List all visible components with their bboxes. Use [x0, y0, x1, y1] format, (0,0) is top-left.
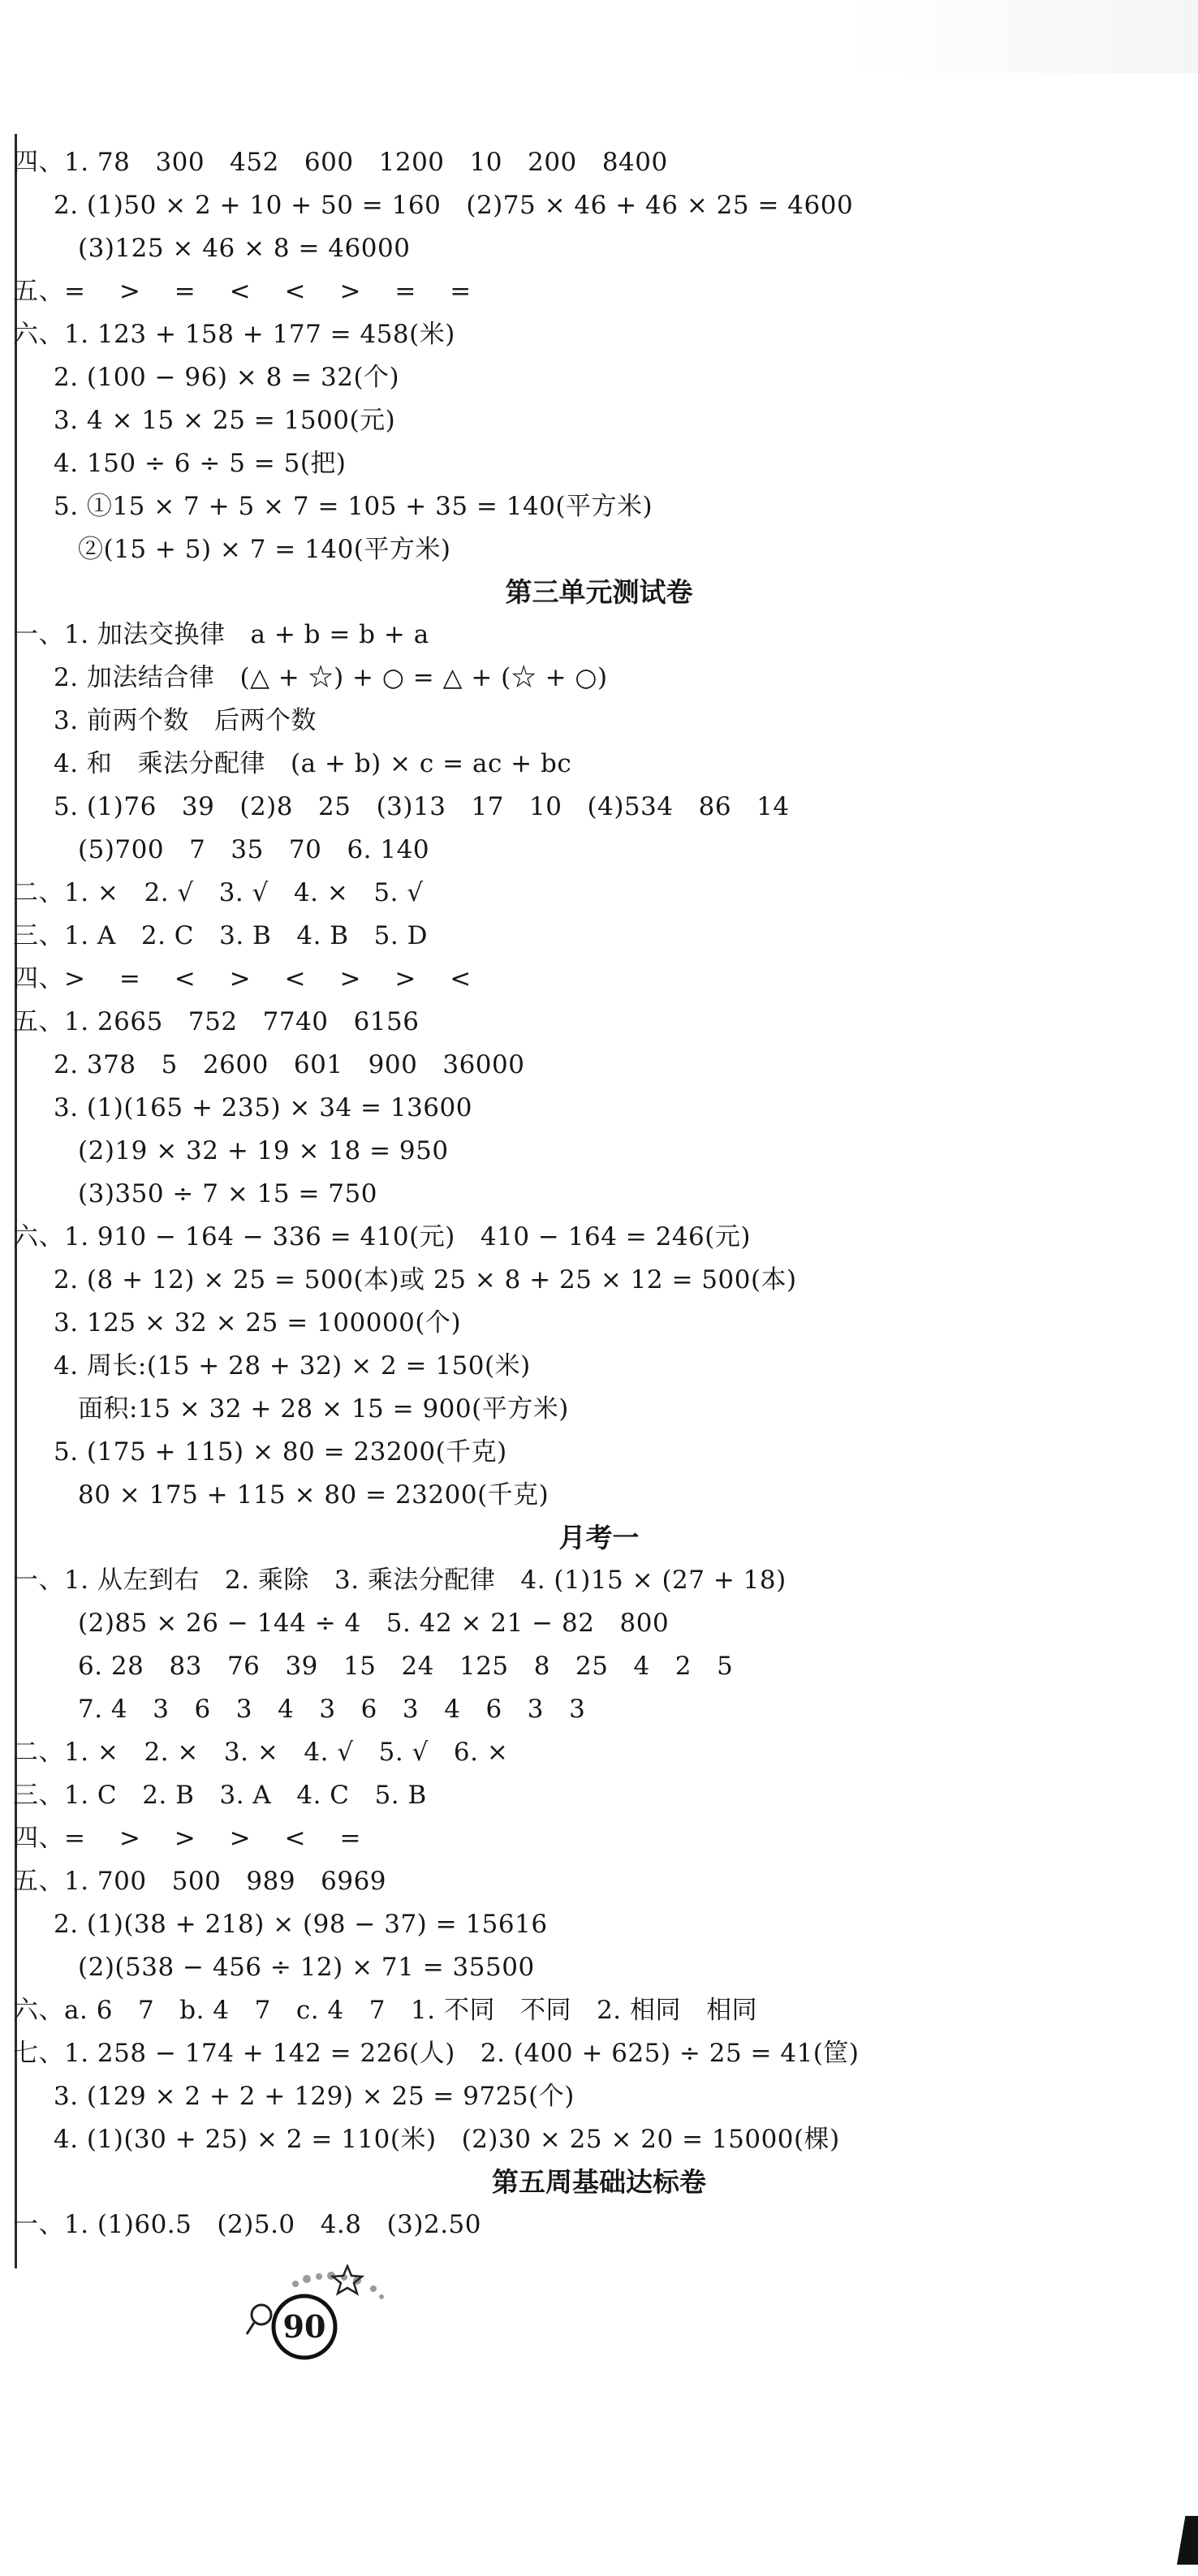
answer-line: 四、1. 78 300 452 600 1200 10 200 8400 — [13, 148, 668, 177]
answer-line: (3)350 ÷ 7 × 15 = 750 — [78, 1179, 377, 1208]
answer-line: 3. 4 × 15 × 25 = 1500(元) — [54, 406, 396, 435]
answer-line: 3. (1)(165 + 235) × 34 = 13600 — [54, 1093, 472, 1122]
answer-line: 4. 150 ÷ 6 ÷ 5 = 5(把) — [54, 449, 347, 478]
answer-line: 五、1. 700 500 989 6969 — [13, 1867, 387, 1896]
answer-line: 2. 加法结合律 (△ + ☆) + ○ = △ + (☆ + ○) — [54, 663, 608, 692]
answer-line: (5)700 7 35 70 6. 140 — [78, 835, 430, 864]
answer-line: 七、1. 258 − 174 + 142 = 226(人) 2. (400 + 625) ÷ 25 = 41(筐) — [13, 2039, 860, 2068]
answer-line: 六、a. 6 7 b. 4 7 c. 4 7 1. 不同 不同 2. 相同 相同 — [13, 1996, 758, 2025]
answer-line: 2. (1)50 × 2 + 10 + 50 = 160 (2)75 × 46 + 46 × 25 = 4600 — [54, 191, 854, 220]
answer-line: (2)(538 − 456 ÷ 12) × 71 = 35500 — [78, 1953, 535, 1982]
answer-line: 2. 378 5 2600 601 900 36000 — [54, 1050, 525, 1079]
answer-line: 三、1. A 2. C 3. B 4. B 5. D — [13, 921, 428, 950]
answer-line: 一、1. (1)60.5 (2)5.0 4.8 (3)2.50 — [13, 2210, 481, 2239]
answer-line: ②(15 + 5) × 7 = 140(平方米) — [78, 535, 451, 564]
answer-line: (3)125 × 46 × 8 = 46000 — [78, 234, 411, 263]
star-icon — [333, 2266, 362, 2294]
answer-line: 4. 周长:(15 + 28 + 32) × 2 = 150(米) — [54, 1351, 531, 1381]
answer-line: 2. (1)(38 + 218) × (98 − 37) = 15616 — [54, 1910, 548, 1939]
section-heading: 第三单元测试卷 — [505, 576, 693, 608]
answer-line: 四、> = < > < > > < — [13, 964, 472, 993]
answer-line: 五、1. 2665 752 7740 6156 — [13, 1007, 420, 1036]
answer-line: 5. (1)76 39 (2)8 25 (3)13 17 10 (4)534 86 14 — [54, 792, 790, 821]
answer-line: (2)19 × 32 + 19 × 18 = 950 — [78, 1136, 449, 1165]
answer-line: 四、= > > > < = — [13, 1824, 361, 1853]
answer-line: 3. (129 × 2 + 2 + 129) × 25 = 9725(个) — [54, 2082, 575, 2111]
answer-line: 80 × 175 + 115 × 80 = 23200(千克) — [78, 1480, 549, 1510]
answer-line: 一、1. 加法交换律 a + b = b + a — [13, 620, 429, 649]
answer-line: 五、= > = < < > = = — [13, 277, 472, 306]
answer-line: 5. ①15 × 7 + 5 × 7 = 105 + 35 = 140(平方米) — [54, 492, 653, 521]
page-number: 90 — [282, 2308, 326, 2345]
answer-line: 4. 和 乘法分配律 (a + b) × c = ac + bc — [54, 749, 572, 778]
answer-line: 六、1. 910 − 164 − 336 = 410(元) 410 − 164 = 246(元) — [13, 1222, 751, 1251]
answer-line: 二、1. × 2. √ 3. √ 4. × 5. √ — [13, 878, 424, 907]
answer-line: 2. (8 + 12) × 25 = 500(本)或 25 × 8 + 25 × 12 = 500(本) — [54, 1265, 797, 1294]
answer-line: 一、1. 从左到右 2. 乘除 3. 乘法分配律 4. (1)15 × (27 + 18) — [13, 1566, 786, 1595]
answer-line: 3. 前两个数 后两个数 — [54, 706, 317, 735]
answer-line: 2. (100 − 96) × 8 = 32(个) — [54, 363, 400, 392]
answer-line: 面积:15 × 32 + 28 × 15 = 900(平方米) — [78, 1394, 569, 1424]
section-heading: 月考一 — [558, 1522, 640, 1553]
answer-line: 7. 4 3 6 3 4 3 6 3 4 6 3 3 — [78, 1695, 586, 1724]
answer-line: 二、1. × 2. × 3. × 4. √ 5. √ 6. × — [13, 1738, 509, 1767]
answer-line: 5. (175 + 115) × 80 = 23200(千克) — [54, 1437, 507, 1467]
answer-line: 6. 28 83 76 39 15 24 125 8 25 4 2 5 — [78, 1652, 734, 1681]
magnifier-icon — [247, 2305, 271, 2334]
answer-line: 六、1. 123 + 158 + 177 = 458(米) — [13, 320, 455, 349]
answer-line: 3. 125 × 32 × 25 = 100000(个) — [54, 1308, 462, 1338]
answer-line: 三、1. C 2. B 3. A 4. C 5. B — [13, 1781, 427, 1810]
section-heading: 第五周基础达标卷 — [492, 2166, 706, 2198]
answer-line: 4. (1)(30 + 25) × 2 = 110(米) (2)30 × 25 × 20 = 15000(棵) — [54, 2125, 840, 2154]
answer-line: (2)85 × 26 − 144 ÷ 4 5. 42 × 21 − 82 800 — [78, 1609, 670, 1638]
